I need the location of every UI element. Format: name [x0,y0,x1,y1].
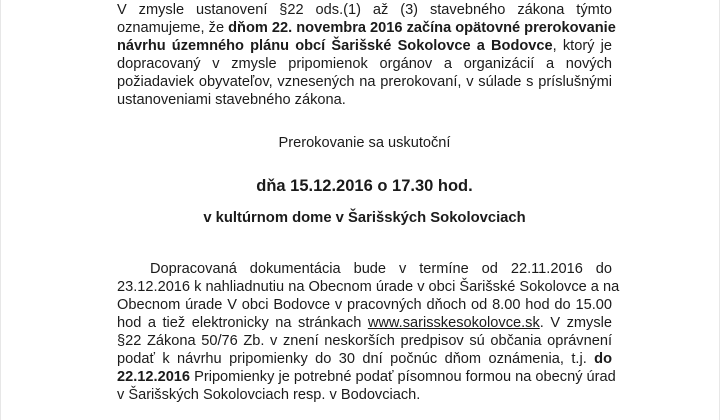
meeting-datetime: dňa 15.12.2016 o 17.30 hod. [256,177,473,195]
paragraph1-line1: V zmysle ustanovení §22 ods.(1) až (3) stavebného zákona týmto [117,2,612,18]
paragraph1-line3-text: , ktorý je [552,38,612,54]
paragraph1-line4: dopracovaný v zmysle pripomienok orgánov a organizácií a nových [117,56,612,72]
paragraph2-line2: 23.12.2016 k nahliadnutiu na Obecnom úrade v obci Šarišské Sokolovce a na [117,279,620,295]
paragraph2-line1: Dopracovaná dokumentácia bude v termíne od 22.11.2016 do [150,261,612,277]
meeting-place: v kultúrnom dome v Šarišských Sokolovciach [203,210,526,226]
paragraph1-line3 [117,38,612,55]
paragraph2-line7-text: Pripomienky je potrebné podať písomnou formou na obecný úrad [190,369,616,385]
paragraph2-line3: Obecnom úrade V obci Bodovce v pracovných dňoch od 8.00 hod do 15.00 [117,297,612,313]
paragraph2-line4 [117,315,612,332]
paragraph2-line6 [117,351,612,368]
paragraph2-line7-bold: 22.12.2016 [117,369,191,385]
paragraph2-line6-bold: do [594,351,612,367]
paragraph1-line6: ustanoveniami stavebného zákona. [117,92,346,108]
paragraph2-line6-text: podať k návrhu pripomienky do 30 dní počnúc dňom oznámenia, t.j. [117,351,595,367]
paragraph1-line3-bold: návrhu územného plánu obcí Šarišské Sokolovce a Bodovce [117,38,553,54]
paragraph1-line2-text: oznamujeme, že [117,20,229,36]
paragraph1-line2-bold: dňom 22. novembra 2016 začína opätovné prerokovanie [228,20,616,36]
paragraph1-line5: požiadaviek obyvateľov, vznesených na prerokovaní, v súlade s príslušnými [117,74,612,90]
paragraph2-line4-text: hod a tiež elektronicky na stránkach [117,315,368,331]
paragraph2-line4-post: . V zmysle [539,315,612,331]
paragraph2-line7 [117,369,616,386]
paragraph2-line8: v Šarišských Sokolovciach resp. v Bodovciach. [117,387,421,403]
scan-edge-left [0,0,1,420]
website-link[interactable]: www.sarisskesokolovce.sk [367,315,540,331]
paragraph1-line2 [117,20,616,37]
paragraph2-line5: §22 Zákona 50/76 Zb. v znení neskorších predpisov sú občania oprávnení [117,333,612,349]
meeting-intro: Prerokovanie sa uskutoční [278,135,451,151]
